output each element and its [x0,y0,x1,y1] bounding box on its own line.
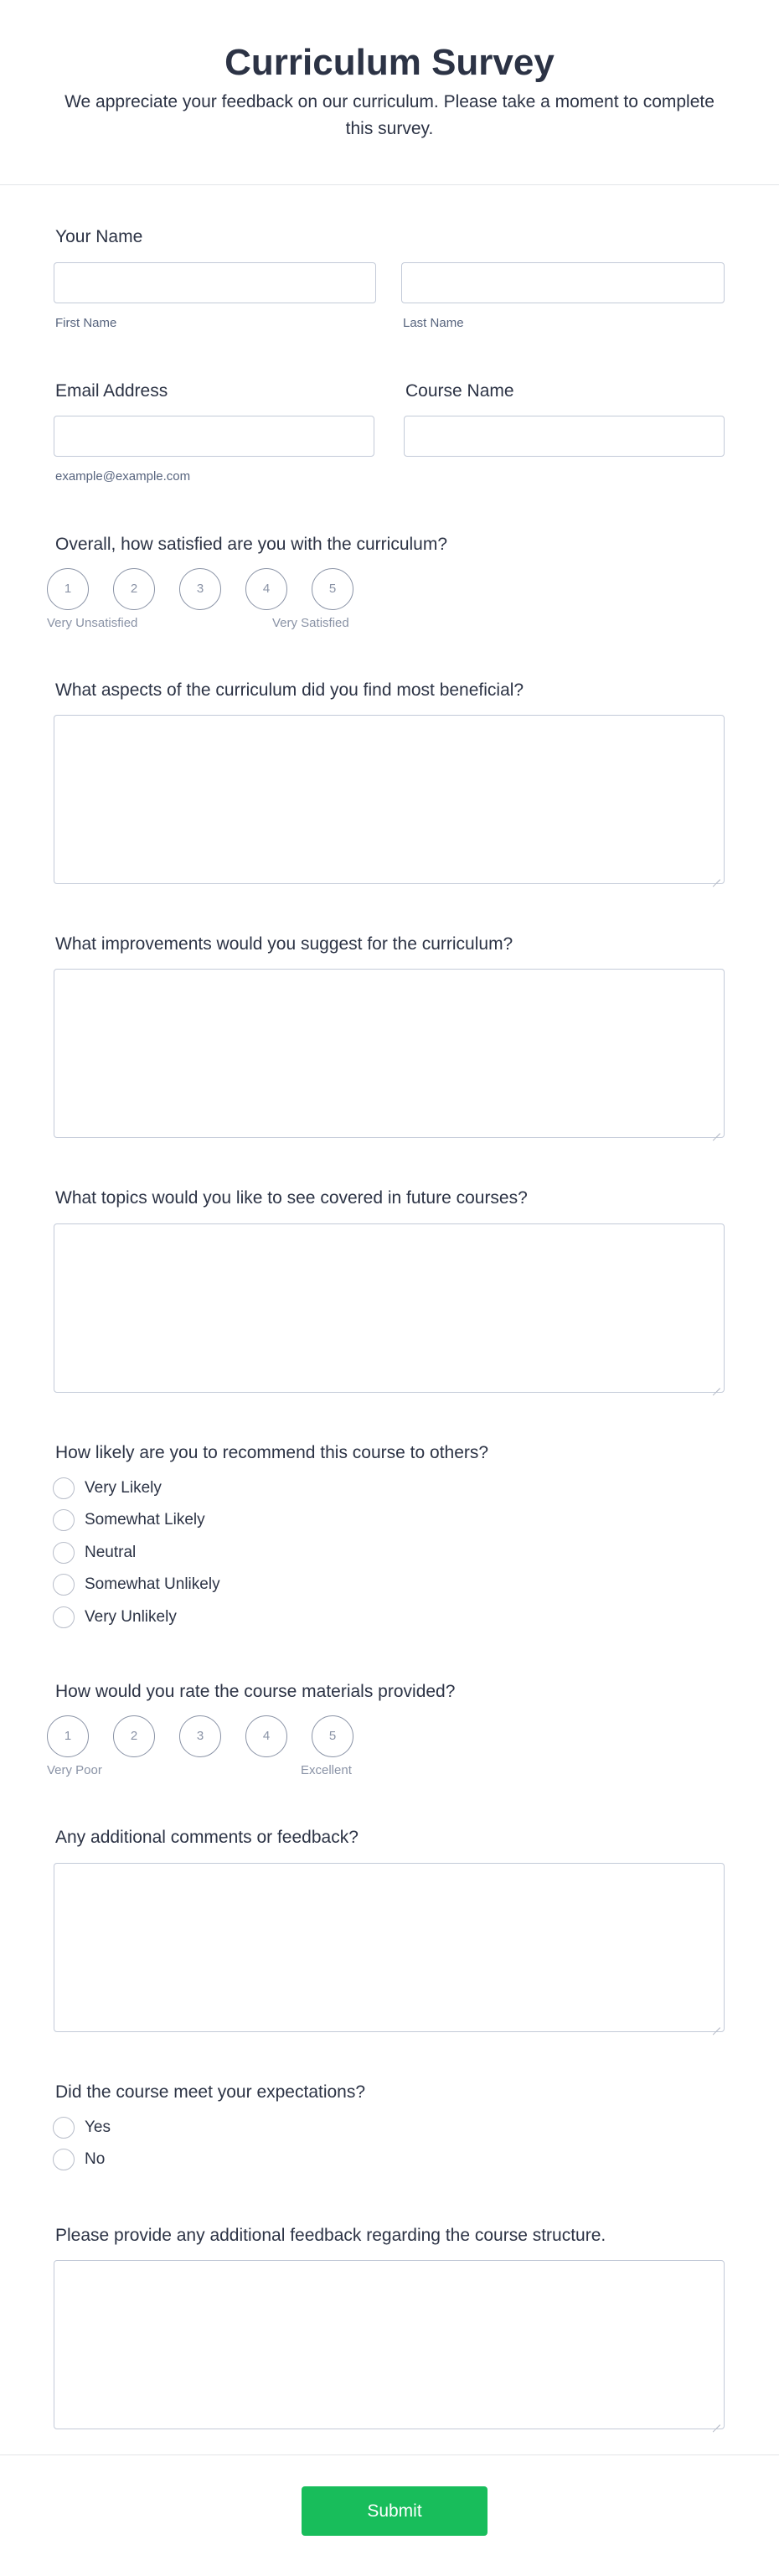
materials-high-caption: Excellent [301,1763,352,1777]
page-title: Curriculum Survey [224,42,555,83]
expectations-label: Did the course meet your expectations? [55,2082,366,2102]
recommend-option-label[interactable]: Neutral [85,1544,137,1561]
satisfaction-option-2[interactable]: 2 [113,568,155,610]
materials-label: How would you rate the course materials provided? [55,1682,456,1701]
improvements-label: What improvements would you suggest for the curriculum? [55,934,513,954]
last-name-sublabel: Last Name [403,316,464,330]
satisfaction-low-caption: Very Unsatisfied [47,616,138,630]
improvements-textarea[interactable] [54,969,725,1138]
form-header [0,0,779,185]
beneficial-textarea[interactable] [54,715,725,884]
satisfaction-label: Overall, how satisfied are you with the curriculum? [55,535,448,554]
resize-grip-icon[interactable] [713,1381,720,1389]
satisfaction-option-5[interactable]: 5 [312,568,353,610]
materials-low-caption: Very Poor [47,1763,102,1777]
resize-grip-icon[interactable] [713,872,720,880]
materials-option-1[interactable]: 1 [47,1715,89,1757]
name-label: Your Name [55,227,143,246]
satisfaction-high-caption: Very Satisfied [272,616,349,630]
satisfaction-option-3[interactable]: 3 [179,568,221,610]
first-name-input[interactable] [54,262,376,303]
comments-label: Any additional comments or feedback? [55,1828,359,1847]
materials-option-5[interactable]: 5 [312,1715,353,1757]
recommend-radio-very-unlikely[interactable] [53,1606,75,1628]
email-input[interactable] [54,416,374,457]
materials-option-2[interactable]: 2 [113,1715,155,1757]
expectations-radio-no[interactable] [53,2149,75,2170]
email-label: Email Address [55,381,168,401]
resize-grip-icon[interactable] [713,1126,720,1134]
resize-grip-icon[interactable] [713,2418,720,2425]
structure-textarea[interactable] [54,2260,725,2429]
email-sublabel: example@example.com [55,469,191,484]
materials-option-3[interactable]: 3 [179,1715,221,1757]
expectations-option-label[interactable]: Yes [85,2118,111,2136]
satisfaction-option-1[interactable]: 1 [47,568,89,610]
comments-textarea[interactable] [54,1863,725,2032]
recommend-radio-neutral[interactable] [53,1542,75,1564]
expectations-radio-yes[interactable] [53,2117,75,2139]
submit-button[interactable]: Submit [302,2486,488,2536]
footer-divider [0,2454,779,2455]
recommend-option-label[interactable]: Somewhat Likely [85,1511,205,1529]
structure-label: Please provide any additional feedback regarding the course structure. [55,2226,606,2245]
beneficial-label: What aspects of the curriculum did you find most beneficial? [55,680,524,700]
recommend-option-label[interactable]: Somewhat Unlikely [85,1575,220,1593]
topics-label: What topics would you like to see covered in future courses? [55,1188,528,1208]
recommend-radio-somewhat-unlikely[interactable] [53,1574,75,1596]
recommend-option-label[interactable]: Very Likely [85,1479,162,1497]
resize-grip-icon[interactable] [713,2020,720,2028]
course-name-input[interactable] [404,416,725,457]
recommend-label: How likely are you to recommend this course to others? [55,1443,489,1462]
satisfaction-option-4[interactable]: 4 [245,568,287,610]
page-subtitle: We appreciate your feedback on our curriculum. Please take a moment to complete this survey. [64,92,715,138]
topics-textarea[interactable] [54,1223,725,1393]
recommend-option-label[interactable]: Very Unlikely [85,1608,177,1626]
course-label: Course Name [405,381,514,401]
first-name-sublabel: First Name [55,316,117,330]
recommend-radio-somewhat-likely[interactable] [53,1509,75,1531]
materials-option-4[interactable]: 4 [245,1715,287,1757]
recommend-radio-very-likely[interactable] [53,1477,75,1499]
last-name-input[interactable] [401,262,725,303]
expectations-option-label[interactable]: No [85,2150,106,2168]
